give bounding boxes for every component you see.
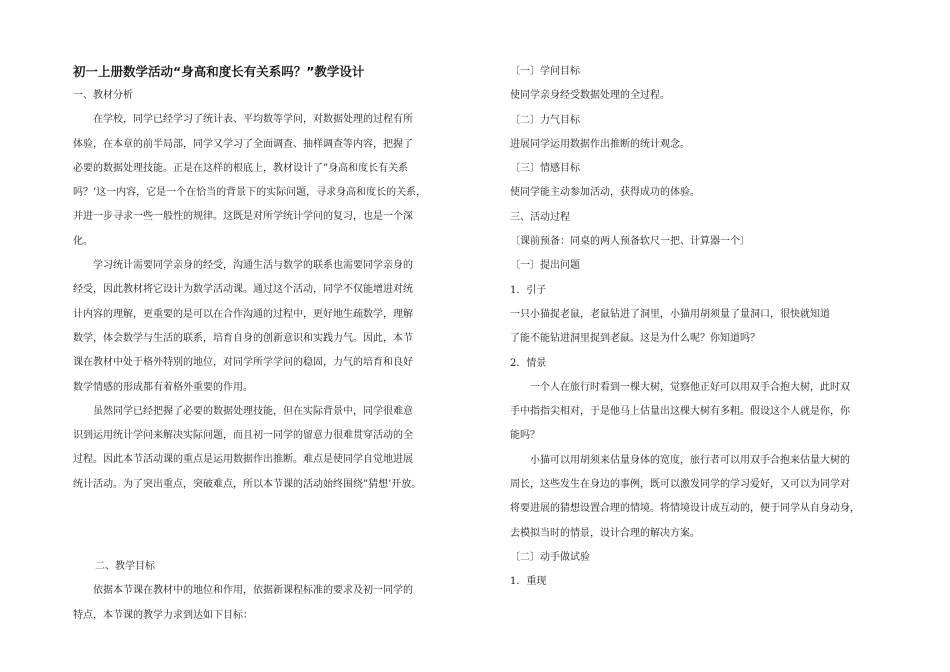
right-column	[510, 60, 882, 595]
text-line: 数学，体会数学与生活的联系，培育自身的创新意识和实践力气。因此，本节	[73, 332, 413, 344]
text-line: 〔一〕提出问题	[510, 260, 580, 272]
text-line: 2．情景	[510, 357, 547, 369]
paragraph-gap	[73, 513, 468, 539]
text-line: 1．引子	[510, 284, 547, 296]
text-line: 课在教材中处于格外特别的地位，对同学所学学问的稳固，力气的培育和良好	[73, 357, 413, 369]
text-line: 一只小猫捉老鼠，老鼠钻进了洞里，小猫用胡须量了量洞口，很快就知道	[510, 308, 830, 320]
text-line: 在学校，同学已经学习了统计表、平均数等学问，对数据处理的过程有所	[93, 114, 413, 126]
text-line: 必要的数据处理技能。正是在这样的根底上，教材设计了”身高和度长有关系	[73, 162, 409, 174]
text-line: 虽然同学已经把握了必要的数据处理技能，但在实际背景中，同学很难意	[93, 405, 413, 417]
text-line: 手中指指尖相对，于是他马上估量出这棵大树有多粗。假设这个人就是你，你	[510, 406, 850, 418]
text-line: 去模拟当时的情景，设计合理的解决方案。	[510, 527, 700, 539]
text-line: 能吗？	[510, 430, 540, 442]
text-line: 使同学能主动参加活动，获得成功的体验。	[510, 187, 700, 199]
text-line: 〔二〕力气目标	[510, 114, 580, 126]
text-line: 了能不能钻进洞里捉到老鼠。这是为什么呢？你知道吗？	[510, 333, 760, 345]
text-line: 识到运用统计学问来解决实际问题，而且初一同学的留意力很难贯穿活动的全	[73, 430, 413, 442]
text-line: 经受，因此教材将它设计为数学活动课。通过这个活动，同学不仅能增进对统	[73, 284, 413, 296]
document-title: 初一上册数学活动“身高和度长有关系吗？”教学设计	[73, 64, 365, 79]
text-line: 一个人在旅行时看到一棵大树，觉察他正好可以用双手合抱大树，此时双	[530, 381, 850, 393]
text-line: 三、活动过程	[510, 211, 570, 223]
text-line: 二、教学目标	[95, 561, 155, 573]
text-line: 特点，本节课的教学力求到达如下目标：	[73, 609, 253, 621]
text-line: 一、教材分析	[73, 90, 133, 101]
text-line: 〔三〕情感目标	[510, 163, 580, 175]
text-line: 将要进展的猜想设置合理的情境。将情境设计成互动的，便于同学从自身动身，	[510, 503, 860, 515]
text-line: 周长，这些发生在身边的事例，既可以激发同学的学习爱好，又可以为同学对	[510, 479, 850, 491]
text-line: 吗？’这一内容，它是一个在恰当的背景下的实际问题，寻求身高和度长的关系，	[73, 187, 427, 199]
text-line: 数学情感的形成都有着格外重要的作用。	[73, 381, 253, 393]
text-line: 〔课前预备：同桌的两人预备软尺一把、计算器一个〕	[510, 236, 750, 248]
text-line: 〔一〕学问目标	[510, 66, 580, 77]
text-line: 〔二〕动手做试验	[510, 551, 590, 563]
left-column	[73, 60, 468, 628]
text-line: 学习统计需要同学亲身的经受，沟通生活与数学的联系也需要同学亲身的	[93, 260, 413, 272]
text-line: 统计活动。为了突出重点，突破难点，所以本节课的活动始终围绕”猜想’开放。	[73, 478, 422, 490]
text-line: 进展同学运用数据作出推断的统计观念。	[510, 138, 690, 150]
text-line: 化。	[73, 235, 93, 247]
text-line: 使同学亲身经受数据处理的全过程。	[510, 90, 670, 102]
text-line: 计内容的理解，更重要的是可以在合作沟通的过程中，更好地生疏数学，理解	[73, 308, 413, 320]
text-line: 并进一步寻求一些一般性的规律。这既是对所学统计学问的复习，也是一个深	[73, 211, 413, 223]
text-line: 小猫可以用胡须来估量身体的宽度，旅行者可以用双手合抱来估量大树的	[530, 454, 850, 466]
text-line: 体验，在本章的前半局部，同学又学习了全面调查、抽样调查等内容，把握了	[73, 138, 413, 150]
text-line: 1．重现	[510, 576, 547, 588]
text-line: 依据本节课在教材中的地位和作用，依据新课程标准的要求及初一同学的	[93, 585, 413, 597]
text-line: 过程。因此本节活动课的重点是运用数据作出推断。难点是使同学自觉地进展	[73, 454, 413, 466]
